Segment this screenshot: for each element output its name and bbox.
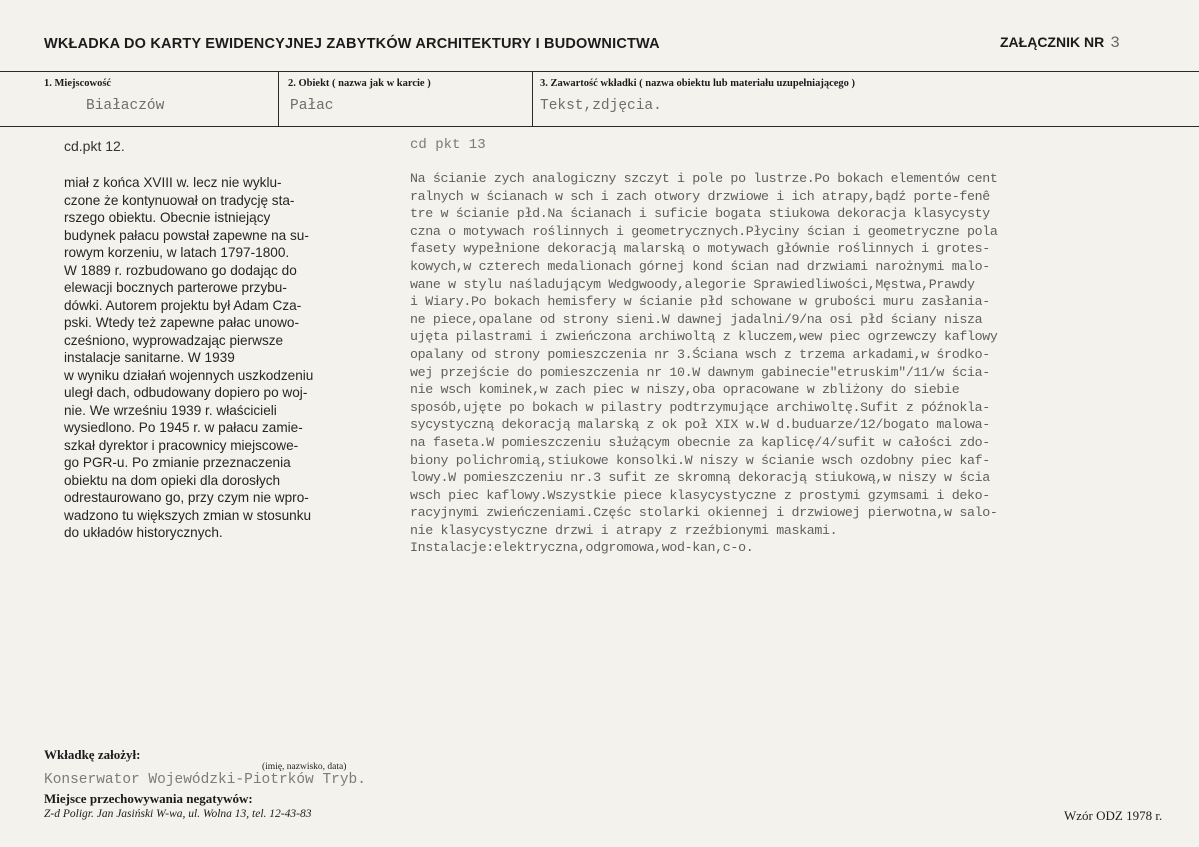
- right-text-line: wane w stylu naśladującym Wedgwoody,alegorie Sprawiedliwości,Męstwa,Prawdy: [410, 276, 975, 292]
- right-text-line: ralnych w ścianach w sch i zach otwory drzwiowe i ich atrapy,bądź porte-fenê: [410, 188, 990, 204]
- left-text-line: szkał dyrektor i pracownicy miejscowe-: [64, 437, 299, 453]
- left-text-line: nie. We wrześniu 1939 r. właścicieli: [64, 402, 277, 418]
- right-text-line: tre w ścianie płd.Na ścianach i suficie bogata stiukowa dekoracja klasycysty: [410, 206, 990, 222]
- left-text-line: go PGR-u. Po zmianie przeznaczenia: [64, 455, 291, 470]
- right-text-line: i Wiary.Po bokach hemisfery w ścianie płd schowane w grubości muru zasłania-: [410, 294, 990, 310]
- conservator-text: Konserwator Wojewódzki-Piotrków Tryb.: [44, 772, 366, 788]
- right-text-line: biony polichromią,stiukowe konsolki.W niszy w ścianie wsch ozdobny piec kaf-: [410, 452, 990, 468]
- right-column-text: [410, 170, 1196, 557]
- left-text-line: pski. Wtedy też zapewne pałac unowo-: [64, 315, 299, 330]
- right-text-line: Na ścianie zych analogiczny szczyt i pole po lustrze.Po bokach elementów cent: [410, 171, 998, 186]
- left-text-line: czone że kontynuował on tradycję sta-: [64, 192, 295, 208]
- right-text-line: racyjnymi zwieńczeniami.Częśc stolarki okiennej i drzwiowej pierwotna,w salo-: [410, 505, 998, 521]
- negatives-label: Miejsce przechowywania negatywów:: [44, 791, 253, 806]
- left-column-text: [64, 174, 394, 542]
- left-text-line: w wyniku działań wojennych uszkodzeniu: [64, 367, 314, 383]
- left-text-line: obiektu na dom opieki dla dorosłych: [64, 472, 281, 488]
- form-title: WKŁADKA DO KARTY EWIDENCYJNEJ ZABYTKÓW ARCHITEKTURY I BUDOWNICTWA: [44, 36, 660, 52]
- right-text-line: ne piece,opalane od strony sieni.W dawnej jadalni/9/na osi płd ściany nisza: [410, 311, 983, 327]
- left-column-heading: cd.pkt 12.: [64, 138, 125, 154]
- right-column-heading: cd pkt 13: [410, 137, 486, 153]
- form-id: Wzór ODZ 1978 r.: [1064, 808, 1163, 823]
- left-text-line: W 1889 r. rozbudowano go dodając do: [64, 262, 297, 278]
- left-text-line: miał z końca XVIII w. lecz nie wyklu-: [64, 175, 282, 190]
- right-text-line: nie wsch kominek,w zach piec w niszy,oba opracowane w zbliżony do siebie: [410, 382, 960, 398]
- right-text-line: czna o motywach roślinnych i geometrycznych.Płyciny ścian i geometryczne pola: [410, 223, 998, 239]
- right-text-line: ujęta pilastrami i zwieńczona archiwoltą z kluczem,wew piec ogrzewczy kaflowy: [410, 329, 998, 345]
- field-object-label: 2. Obiekt ( nazwa jak w karcie ): [288, 78, 431, 89]
- left-text-line: elewacji bocznych parterowe przybu-: [64, 280, 287, 295]
- annex-label: [1000, 34, 1120, 52]
- right-text-line: Instalacje:elektryczna,odgromowa,wod-kan,c-o.: [410, 540, 754, 556]
- printer-imprint: Z-d Poligr. Jan Jasiński W-wa, ul. Wolna 13, tel. 12-43-83: [44, 808, 312, 820]
- author-caption: (imię, nazwisko, data): [262, 762, 347, 772]
- annex-number: 3: [1110, 34, 1120, 52]
- left-text-line: do układów historycznych.: [64, 525, 223, 540]
- left-text-line: rszego obiektu. Obecnie istniejący: [64, 210, 271, 225]
- left-text-line: cześniono, wyprowadzając pierwsze: [64, 332, 284, 348]
- left-text-line: rowym korzeniu, w latach 1797-1800.: [64, 245, 290, 260]
- left-text-line: budynek pałacu powstał zapewne na su-: [64, 227, 309, 243]
- right-text-line: lowy.W pomieszczeniu nr.3 sufit ze skromną dekoracją stiukową,w niszy w ścia: [410, 470, 990, 486]
- field-object-value: Pałac: [290, 98, 334, 114]
- left-text-line: wadzono tu większych zmian w stosunku: [64, 507, 312, 523]
- annex-label-text: ZAŁĄCZNIK NR: [1000, 34, 1105, 50]
- field-divider-2: [532, 71, 533, 126]
- field-location-value: Białaczów: [86, 98, 165, 114]
- left-text-line: uległ dach, odbudowany dopiero po woj-: [64, 385, 308, 400]
- right-text-line: kowych,w czterech medalionach górnej kond ścian nad drzwiami narożnymi malo-: [410, 258, 990, 274]
- right-text-line: na faseta.W pomieszczeniu służącym obecnie za kaplicę/4/sufit w całości zdo-: [410, 434, 990, 450]
- right-text-line: sposób,ujęte po bokach w pilastry podtrzymujące archiwoltę.Sufit z późnokla-: [410, 399, 990, 415]
- header-rule-top: [0, 71, 1199, 72]
- left-text-line: instalacje sanitarne. W 1939: [64, 350, 235, 365]
- right-text-line: fasety wypełnione dekoracją malarską o motywach głównie roślinnych i grotes-: [410, 241, 990, 257]
- field-contents-label: 3. Zawartość wkładki ( nazwa obiektu lub materiału uzupełniającego ): [540, 78, 856, 89]
- field-divider-1: [278, 71, 279, 126]
- header-rule-bottom: [0, 126, 1199, 127]
- left-text-line: odrestaurowano go, przy czym nie wpro-: [64, 490, 309, 505]
- right-text-line: sycystyczną dekoracją malarską z ok poł XIX w.W d.buduarze/12/bogato malowa-: [410, 417, 990, 433]
- right-text-line: wsch piec kaflowy.Wszystkie piece klasycystyczne z prostymi gzymsami i deko-: [410, 487, 990, 503]
- right-text-line: wej przejście do pomieszczenia nr 10.W dawnym gabinecie"etruskim"/11/w ścia-: [410, 364, 990, 380]
- field-location-label: 1. Miejscowość: [44, 78, 112, 89]
- author-label: Wkładkę założył:: [44, 747, 141, 762]
- right-text-line: opalany od strony pomieszczenia nr 3.Ściana wsch z trzema arkadami,w środko-: [410, 346, 990, 362]
- left-text-line: wysiedlono. Po 1945 r. w pałacu zamie-: [64, 420, 303, 435]
- field-contents-value: Tekst,zdjęcia.: [540, 98, 662, 114]
- left-text-line: dówki. Autorem projektu był Adam Cza-: [64, 297, 302, 313]
- right-text-line: nie klasycystyczne drzwi i atrapy z rzeźbionymi maskami.: [410, 522, 838, 538]
